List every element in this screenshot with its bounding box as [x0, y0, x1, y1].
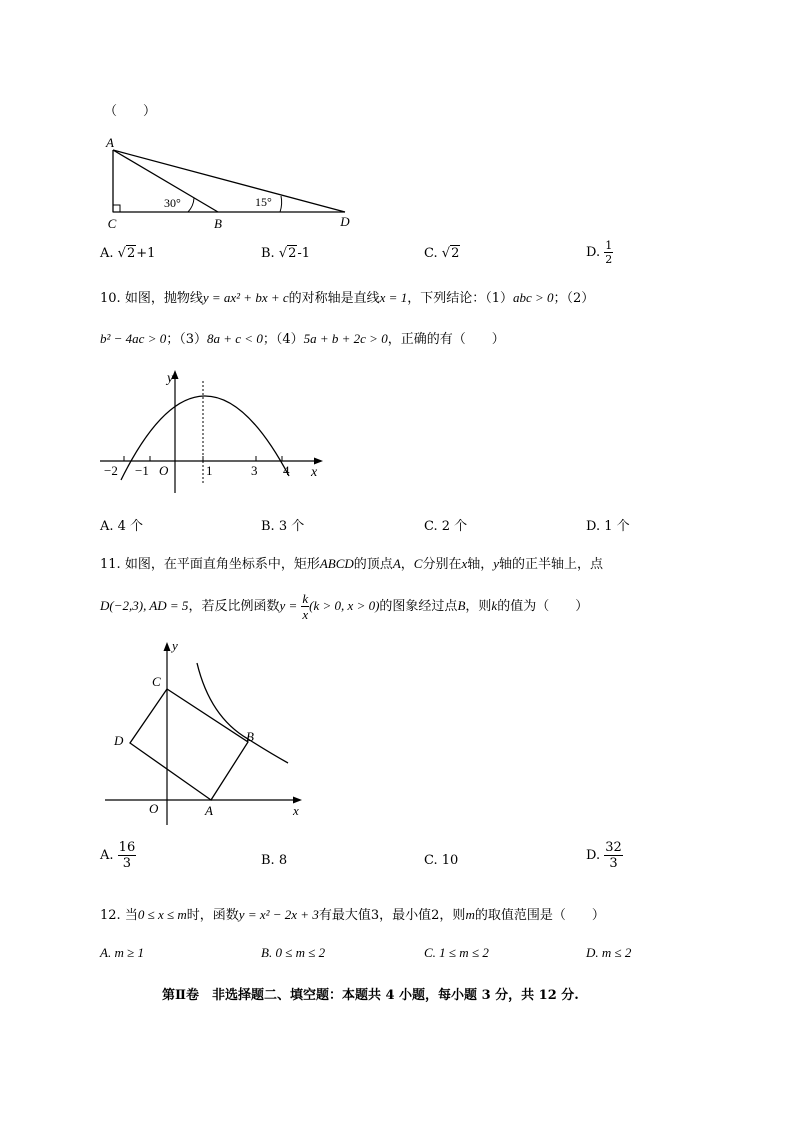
q12-option-b[interactable]: B. 0 ≤ m ≤ 2 — [261, 945, 326, 960]
angle-label-15: 15° — [255, 195, 272, 209]
q12-stem: 12. 当0 ≤ x ≤ m时，函数y = x² − 2x + 3有最大值3，最小值2，则m的取值范围是（ ） — [100, 907, 605, 923]
q10-option-b[interactable]: B. 3 个 — [261, 519, 305, 534]
conclusion-4: 5a + b + 2c > 0 — [303, 331, 388, 346]
label-d: D — [114, 733, 124, 748]
q11-option-a[interactable] — [100, 841, 136, 870]
label-c: C — [152, 674, 161, 689]
q10-parabola-figure — [95, 365, 335, 500]
angle-label-30: 30° — [164, 196, 181, 210]
option-key: A. — [100, 246, 114, 261]
question-number: 10. — [100, 291, 121, 306]
option-key: A. — [100, 848, 114, 863]
sqrt-symbol: √2 — [117, 246, 136, 261]
q10-line2: b² − 4ac > 0；（3）8a + c < 0；（4）5a + b + 2c > 0，正确的有（ ） — [100, 331, 505, 347]
q10-option-d[interactable]: D. 1 个 — [586, 519, 630, 534]
parabola-equation: y = ax² + bx + c — [202, 290, 289, 305]
option-key: D. — [586, 245, 601, 260]
label-c: C — [107, 216, 117, 231]
tick-label--2: −2 — [104, 463, 118, 478]
label-a: A — [205, 803, 213, 818]
option-key: D. — [586, 848, 601, 863]
angle-arc-b — [188, 198, 194, 212]
origin-label: O — [159, 463, 169, 478]
fraction: $\frac{1}{2}$ — [605, 239, 613, 266]
tick-label-4: 4 — [283, 463, 290, 478]
rectangle-abcd — [130, 689, 248, 800]
y-label: y — [167, 371, 174, 386]
y-label: y — [172, 638, 178, 653]
q11-rectangle-figure — [100, 635, 320, 830]
conclusion-1: abc > 0 — [512, 290, 554, 305]
q11-option-b[interactable]: B. 8 — [261, 853, 288, 868]
tick-label-1: 1 — [206, 463, 213, 478]
label-a: A — [106, 135, 114, 150]
given-values: D(−2,3), AD = 5 — [100, 598, 189, 613]
q9-option-a[interactable]: A. √2+1 — [100, 246, 156, 261]
angle-arc-d — [280, 196, 282, 212]
x-axis-arrow — [314, 458, 323, 465]
x-label: x — [293, 803, 299, 818]
q12-option-c[interactable]: C. 1 ≤ m ≤ 2 — [424, 945, 489, 960]
q10-line1: 10. 如图，抛物线y = ax² + bx + c的对称轴是直线x = 1，下列结论：（1）abc > 0；（2） — [100, 290, 595, 306]
option-key: C. — [424, 246, 438, 261]
q11-option-c[interactable]: C. 10 — [424, 853, 459, 868]
sqrt-symbol: √2 — [441, 246, 460, 261]
q11-line2: D(−2,3), AD = 5，若反比例函数y = $\frac{k}{x}$ (k > 0, x > 0)的图象经过点B，则k的值为（ ） — [100, 591, 589, 622]
q9-triangle-figure — [100, 130, 370, 240]
sqrt-symbol: √2 — [278, 246, 297, 261]
right-angle-mark — [113, 205, 120, 212]
label-b: B — [214, 216, 222, 231]
label-d: D — [340, 214, 350, 229]
q10-option-c[interactable]: C. 2 个 — [424, 519, 468, 534]
q9-option-c[interactable] — [424, 246, 460, 261]
tick-label-3: 3 — [251, 463, 258, 478]
q12-option-d[interactable]: D. m ≤ 2 — [586, 945, 632, 960]
question-number: 11. — [100, 557, 121, 572]
q10-option-a[interactable]: A. 4 个 — [100, 519, 144, 534]
q11-option-d[interactable] — [586, 841, 623, 870]
q11-line1: 11. 如图，在平面直角坐标系中，矩形ABCD的顶点A，C分别在x轴，y轴的正半轴上，点 — [100, 556, 604, 572]
option-key: B. — [261, 246, 275, 261]
q9-option-b[interactable]: B. √2-1 — [261, 246, 311, 261]
fraction: $\frac{16}{3}$ — [118, 840, 136, 871]
q9-option-d[interactable] — [586, 240, 613, 265]
x-label: x — [311, 465, 318, 480]
conclusion-2: b² − 4ac > 0 — [100, 331, 167, 346]
q12-option-a[interactable]: A. m ≥ 1 — [100, 945, 144, 960]
quadratic-function: y = x² − 2x + 3 — [238, 907, 319, 922]
q9-answer-paren: （ ） — [104, 104, 157, 119]
side-ad — [113, 150, 345, 212]
axis-of-symmetry: x = 1 — [379, 290, 408, 305]
y-axis-arrow — [164, 642, 171, 651]
conclusion-3: 8a + c < 0 — [207, 331, 263, 346]
label-b: B — [246, 729, 254, 744]
fraction: $\frac{32}{3}$ — [605, 840, 622, 871]
function-fraction: $\frac{k}{x}$ — [302, 591, 309, 622]
tick-label--1: −1 — [135, 463, 149, 478]
section-heading: 第Ⅱ卷 非选择题二、填空题：本题共 4 小题，每小题 3 分，共 12 分. — [162, 988, 579, 1003]
origin-label: O — [149, 801, 159, 816]
hyperbola-curve — [197, 663, 288, 763]
question-number: 12. — [100, 908, 121, 923]
